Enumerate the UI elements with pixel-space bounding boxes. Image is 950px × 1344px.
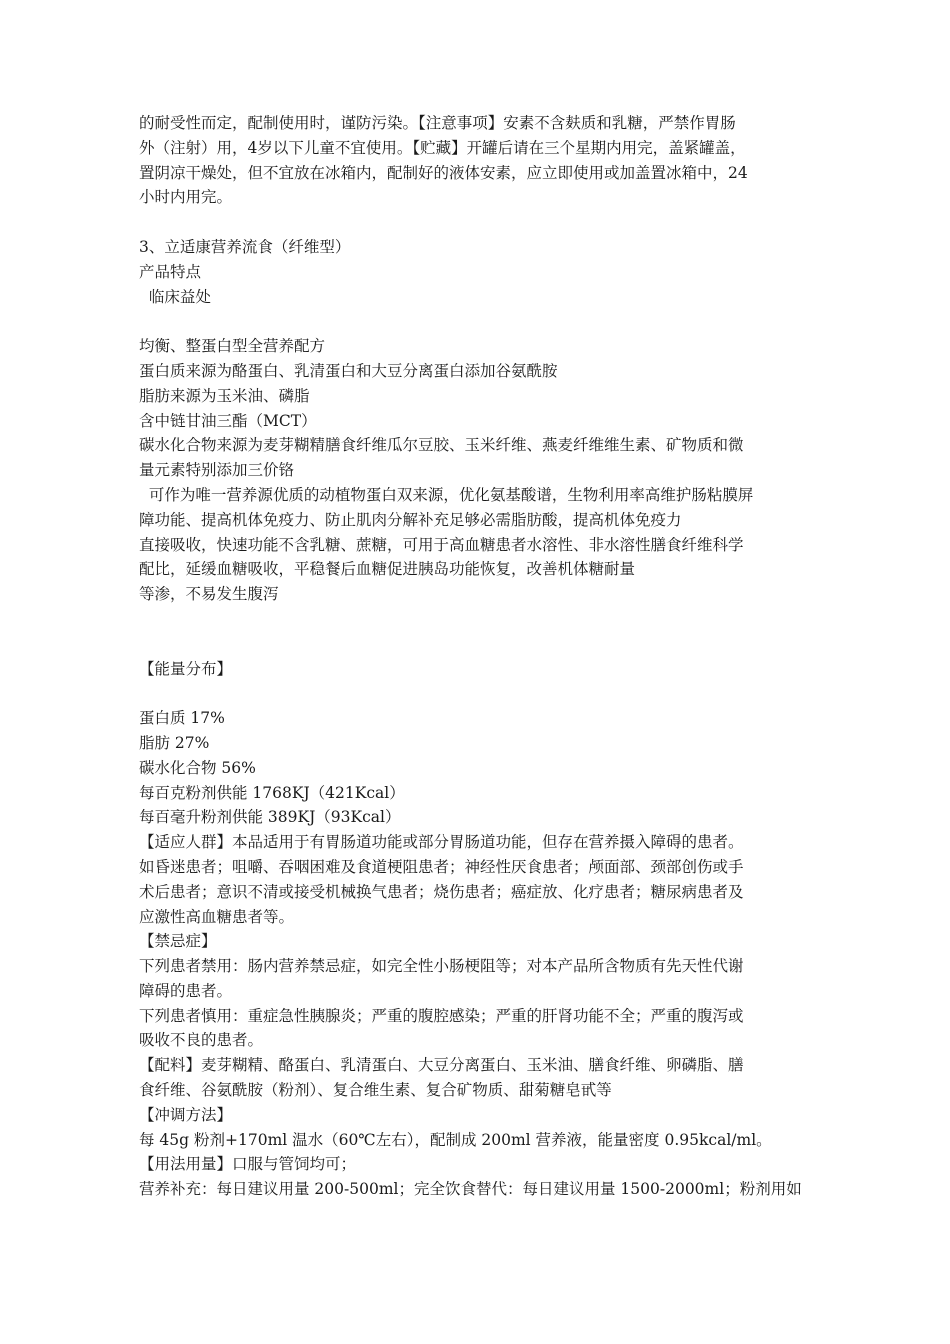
text-line: 【用法用量】口服与管饲均可；: [139, 1155, 357, 1174]
text-line: 脂肪来源为玉米油、磷脂: [139, 386, 310, 405]
blank-line: [139, 607, 819, 657]
text-line: 含中链甘油三酯（MCT）: [139, 411, 317, 430]
text-line: 障碍的患者。: [139, 981, 233, 1000]
section-title: 3、立适康营养流食（纤维型）: [139, 237, 351, 256]
text-line: 营养补充：每日建议用量 200-500ml；完全饮食替代：每日建议用量 1500-2000ml；粉剂用如: [139, 1180, 802, 1199]
paragraph-previous-product: [139, 111, 819, 210]
text-line: 外（注射）用，4岁以下儿童不宜使用。【贮藏】开罐后请在三个星期内用完，盖紧罐盖，: [139, 138, 746, 157]
energy-distribution-title: 【能量分布】: [139, 659, 233, 678]
text-line: 每百克粉剂供能 1768KJ（421Kcal）: [139, 783, 405, 802]
text-line: 等渗，不易发生腹泻: [139, 585, 279, 604]
text-line: 术后患者；意识不清或接受机械换气患者；烧伤患者；癌症放、化疗患者；糖尿病患者及: [139, 882, 744, 901]
text-line: 应激性高血糖患者等。: [139, 907, 295, 926]
blank-line: [139, 309, 819, 334]
text-line: 吸收不良的患者。: [139, 1031, 264, 1050]
text-line: 可作为唯一营养源优质的动植物蛋白双来源，优化氨基酸谱，生物利用率高维护肠粘膜屏: [139, 485, 754, 504]
text-line: 【冲调方法】: [139, 1105, 233, 1124]
text-line: 食纤维、谷氨酰胺（粉剂）、复合维生素、复合矿物质、甜菊糖皂甙等: [139, 1081, 612, 1100]
text-line: 脂肪 27%: [139, 733, 210, 752]
blank-line: [139, 210, 819, 235]
text-line: 【禁忌症】: [139, 932, 217, 951]
energy-and-usage-section: [139, 706, 819, 1202]
text-line: 的耐受性而定，配制使用时，谨防污染。【注意事项】安素不含麸质和乳糖，严禁作胃肠: [139, 114, 736, 132]
product-features-list: [139, 334, 819, 607]
text-line: 置阴凉干燥处，但不宜放在冰箱内，配制好的液体安素，应立即使用或加盖置冰箱中，24: [139, 163, 748, 182]
text-line: 均衡、整蛋白型全营养配方: [139, 337, 326, 356]
document-body: [139, 111, 819, 1202]
text-line: 蛋白质来源为酪蛋白、乳清蛋白和大豆分离蛋白添加谷氨酰胺: [139, 361, 558, 380]
text-line: 下列患者慎用：重症急性胰腺炎；严重的腹腔感染；严重的肝肾功能不全；严重的腹泻或: [139, 1006, 744, 1025]
text-line: 每百毫升粉剂供能 389KJ（93Kcal）: [139, 808, 401, 827]
blank-line: [139, 681, 819, 706]
text-line: 每 45g 粉剂+170ml 温水（60℃左右），配制成 200ml 营养液，能量密度 0.95kcal/ml。: [139, 1130, 772, 1149]
text-line: 小时内用完。: [139, 188, 233, 207]
features-label: 产品特点: [139, 262, 202, 281]
text-line: 直接吸收，快速功能不含乳糖、蔗糖，可用于高血糖患者水溶性、非水溶性膳食纤维科学: [139, 535, 744, 554]
text-line: 下列患者禁用：肠内营养禁忌症，如完全性小肠梗阻等；对本产品所含物质有先天性代谢: [139, 957, 744, 976]
text-line: 如昏迷患者；咀嚼、吞咽困难及食道梗阻患者；神经性厌食患者；颅面部、颈部创伤或手: [139, 857, 744, 876]
text-line: 配比，延缓血糖吸收，平稳餐后血糖促进胰岛功能恢复，改善机体糖耐量: [139, 560, 636, 579]
text-line: 碳水化合物来源为麦芽糊精膳食纤维瓜尔豆胶、玉米纤维、燕麦纤维维生素、矿物质和微: [139, 436, 744, 455]
text-line: 蛋白质 17%: [139, 709, 225, 728]
text-line: 【适应人群】本品适用于有胃肠道功能或部分胃肠道功能，但存在营养摄入障碍的患者。: [139, 833, 744, 852]
text-line: 碳水化合物 56%: [139, 758, 256, 777]
text-line: 量元素特别添加三价铬: [139, 461, 295, 480]
clinical-benefits-label: 临床益处: [139, 287, 211, 306]
text-line: 【配料】麦芽糊精、酪蛋白、乳清蛋白、大豆分离蛋白、玉米油、膳食纤维、卵磷脂、膳: [139, 1056, 744, 1075]
text-line: 障功能、提高机体免疫力、防止肌肉分解补充足够必需脂肪酸，提高机体免疫力: [139, 510, 682, 529]
